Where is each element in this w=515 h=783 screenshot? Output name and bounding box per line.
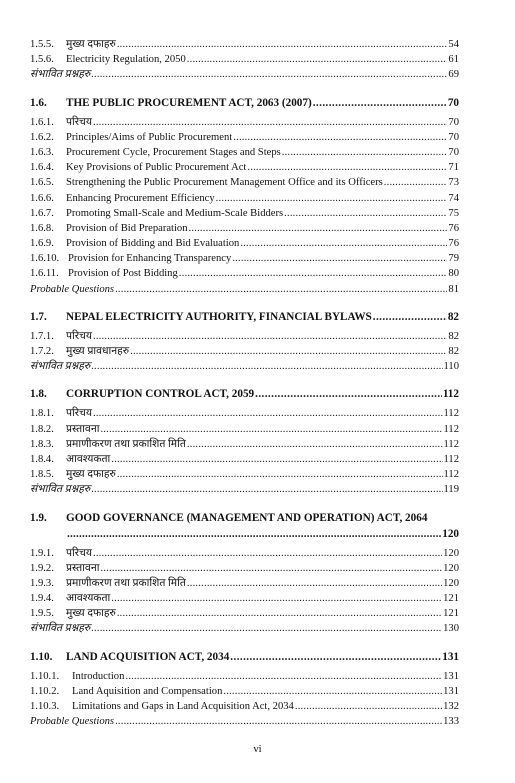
dot-leader (284, 206, 447, 221)
section-page: 82 (447, 310, 459, 323)
section-page: 131 (442, 650, 459, 663)
toc-entry[interactable] (30, 206, 459, 221)
entry-number: 1.6.2. (30, 131, 54, 143)
entry-title: Provision of Bid Preparation (66, 222, 188, 234)
section-title: THE PUBLIC PROCUREMENT ACT, 2063 (2007) (66, 96, 312, 109)
entry-number: 1.6.11. (30, 268, 59, 280)
entry-number: 1.6.5. (30, 177, 54, 189)
toc-entry[interactable] (30, 422, 459, 437)
dot-leader (111, 591, 442, 606)
entry-number: 1.6.7. (30, 207, 54, 219)
entry-page: 74 (448, 192, 459, 204)
toc-section-heading[interactable] (30, 386, 459, 402)
entry-number: 1.6.10. (30, 253, 60, 265)
dot-leader (189, 221, 448, 236)
entry-page: 79 (448, 253, 459, 265)
entry-number: 1.8.3. (30, 438, 54, 450)
dot-leader (93, 406, 443, 421)
toc-entry[interactable] (30, 191, 459, 206)
dot-leader (115, 714, 442, 729)
entry-number: 1.5.6. (30, 54, 54, 66)
toc-entry[interactable] (30, 145, 459, 160)
entry-number: 1.9.5. (30, 608, 54, 620)
entry-title: परिचय (66, 547, 92, 559)
dot-leader (230, 649, 441, 665)
entry-page: 71 (448, 162, 459, 174)
dot-leader (187, 576, 442, 591)
dot-leader (313, 95, 447, 111)
toc-entry[interactable] (30, 130, 459, 145)
toc-entry[interactable] (30, 52, 459, 67)
entry-number: 1.9.3. (30, 577, 54, 589)
entry-page: 54 (448, 39, 459, 50)
toc-entry[interactable] (30, 437, 459, 452)
entry-number: 1.8.4. (30, 453, 54, 465)
entry-number: 1.6.3. (30, 146, 54, 158)
entry-page: 61 (448, 54, 459, 66)
entry-number: 1.7.2. (30, 346, 54, 357)
dot-leader (91, 482, 442, 497)
dot-leader (93, 546, 442, 561)
dot-leader (117, 37, 448, 52)
entry-title: Procurement Cycle, Procurement Stages and Steps (66, 146, 281, 158)
entry-title: प्रमाणीकरण तथा प्रकाशित मिति (66, 577, 186, 589)
toc-entry[interactable] (30, 684, 459, 699)
dot-leader (216, 191, 448, 206)
entry-page: 119 (443, 484, 459, 496)
toc-entry[interactable] (30, 606, 459, 621)
dot-leader (117, 606, 442, 621)
dot-leader (223, 684, 442, 699)
toc-section-heading-leader (30, 526, 459, 542)
toc-entry[interactable] (30, 37, 459, 52)
entry-title: संभावित प्रश्नहरु (30, 623, 91, 635)
entry-title: मुख्य दफाहरु (66, 469, 116, 481)
entry-number: 1.7.1. (30, 330, 54, 342)
dot-leader (130, 344, 447, 359)
entry-page: 120 (443, 562, 459, 574)
dot-leader (240, 236, 447, 251)
entry-number: 1.9.4. (30, 593, 54, 605)
entry-title: Probable Questions (30, 716, 115, 728)
dot-leader (91, 621, 442, 636)
toc-entry[interactable] (30, 669, 459, 684)
entry-number: 1.5.5. (30, 39, 54, 50)
toc-entry[interactable] (30, 160, 459, 175)
page-number: vi (253, 744, 262, 755)
toc-entry[interactable] (30, 452, 459, 467)
toc-entry[interactable] (30, 329, 459, 344)
entry-number: 1.8.1. (30, 408, 54, 420)
entry-number: 1.9.1. (30, 547, 54, 559)
entry-title: प्रमाणीकरण तथा प्रकाशित मिति (66, 438, 186, 450)
entry-title: परिचय (66, 116, 92, 128)
dot-leader (67, 526, 441, 542)
entry-page: 130 (443, 623, 459, 635)
toc-entry[interactable] (30, 236, 459, 251)
entry-title: Introduction (72, 670, 125, 682)
toc-entry[interactable] (30, 115, 459, 130)
dot-leader (187, 52, 448, 67)
toc-entry[interactable] (30, 406, 459, 421)
entry-title: Provision of Post Bidding (68, 268, 178, 280)
entry-page: 82 (448, 346, 459, 357)
toc-entry[interactable] (30, 467, 459, 482)
toc-entry-questions[interactable] (30, 67, 459, 82)
entry-title: प्रस्तावना (66, 562, 100, 574)
toc-entry[interactable] (30, 344, 459, 359)
dot-leader (247, 160, 447, 175)
entry-number: 1.6.9. (30, 238, 54, 250)
entry-number: 1.6.8. (30, 222, 54, 234)
toc-entry[interactable] (30, 699, 459, 714)
toc-entry-questions[interactable] (30, 621, 459, 636)
entry-page: 131 (443, 670, 459, 682)
section-number: 1.10. (30, 650, 53, 663)
entry-title: Enhancing Procurement Efficiency (66, 192, 215, 204)
entry-number: 1.10.2. (30, 685, 60, 697)
section-number: 1.7. (30, 310, 47, 323)
section-page: 120 (442, 527, 459, 540)
entry-page: 120 (443, 547, 459, 559)
dot-leader (179, 266, 448, 281)
entry-number: 1.9.2. (30, 562, 54, 574)
dot-leader (91, 67, 447, 82)
entry-title: Principles/Aims of Public Procurement (66, 131, 233, 143)
entry-page: 133 (443, 716, 459, 728)
dot-leader (111, 452, 442, 467)
toc-entry[interactable] (30, 266, 459, 281)
entry-page: 76 (448, 222, 459, 234)
dot-leader (384, 175, 448, 190)
toc-entry[interactable] (30, 221, 459, 236)
dot-leader (117, 467, 443, 482)
entry-title: Strengthening the Public Procurement Management Office and its Officers (66, 177, 383, 189)
entry-title: Provision of Bidding and Bid Evaluation (66, 238, 240, 250)
dot-leader (91, 359, 442, 374)
section-number: 1.9. (30, 511, 47, 524)
entry-number: 1.6.1. (30, 116, 54, 128)
toc-entry[interactable] (30, 175, 459, 190)
dot-leader (93, 329, 447, 344)
entry-title: Provision for Enhancing Transparency (68, 253, 232, 265)
dot-leader (295, 699, 442, 714)
section-number: 1.6. (30, 96, 47, 109)
section-title: NEPAL ELECTRICITY AUTHORITY, FINANCIAL BYLAWS (66, 310, 372, 323)
entry-title: आवश्यकता (66, 593, 111, 605)
section-number: 1.8. (30, 388, 47, 401)
entry-title: प्रस्तावना (66, 423, 100, 435)
toc-entry-questions[interactable] (30, 714, 459, 729)
entry-page: 80 (448, 268, 459, 280)
entry-title: परिचय (66, 408, 92, 420)
dot-leader (187, 437, 443, 452)
dot-leader (232, 251, 447, 266)
toc-section-heading[interactable] (30, 510, 459, 526)
dot-leader (100, 422, 442, 437)
section-page: 70 (447, 96, 459, 109)
entry-page: 112 (443, 408, 459, 420)
toc-entry[interactable] (30, 591, 459, 606)
toc-entry[interactable] (30, 561, 459, 576)
entry-title: Probable Questions (30, 283, 115, 295)
entry-page: 70 (448, 131, 459, 143)
toc-entry-questions[interactable] (30, 359, 459, 374)
entry-title: आवश्यकता (66, 453, 111, 465)
entry-page: 75 (448, 207, 459, 219)
dot-leader (115, 282, 447, 297)
toc-entry-questions[interactable] (30, 482, 459, 497)
entry-page: 69 (448, 69, 459, 81)
entry-title: Limitations and Gaps in Land Acquisition Act, 2034 (72, 701, 294, 712)
entry-number: 1.8.5. (30, 469, 54, 481)
table-of-contents (30, 37, 459, 729)
entry-title: संभावित प्रश्नहरु (30, 484, 91, 496)
entry-title: मुख्य दफाहरु (66, 608, 116, 620)
entry-page: 121 (443, 608, 459, 620)
entry-page: 110 (443, 361, 459, 373)
entry-page: 112 (443, 469, 459, 481)
entry-page: 73 (448, 177, 459, 189)
dot-leader (282, 145, 448, 160)
section-title: LAND ACQUISITION ACT, 2034 (66, 650, 230, 663)
toc-entry-questions[interactable] (30, 282, 459, 297)
dot-leader (255, 386, 442, 402)
toc-section-heading[interactable] (30, 309, 459, 325)
entry-page: 132 (443, 701, 459, 712)
entry-title: परिचय (66, 330, 92, 342)
entry-number: 1.10.3. (30, 701, 60, 712)
toc-entry[interactable] (30, 576, 459, 591)
toc-entry[interactable] (30, 251, 459, 266)
entry-number: 1.10.1. (30, 670, 60, 682)
entry-page: 82 (448, 330, 459, 342)
toc-entry[interactable] (30, 546, 459, 561)
section-title: CORRUPTION CONTROL ACT, 2059 (66, 388, 255, 401)
entry-title: संभावित प्रश्नहरु (30, 361, 91, 373)
entry-page: 121 (443, 593, 459, 605)
entry-title: Land Aquisition and Compensation (72, 685, 223, 697)
entry-title: Electricity Regulation, 2050 (66, 54, 186, 66)
dot-leader (100, 561, 442, 576)
entry-title: मुख्य दफाहरु (66, 39, 116, 50)
entry-page: 81 (448, 283, 459, 295)
entry-page: 120 (443, 577, 459, 589)
entry-number: 1.8.2. (30, 423, 54, 435)
entry-page: 76 (448, 238, 459, 250)
toc-section-heading[interactable] (30, 649, 459, 665)
section-page: 112 (442, 388, 459, 401)
dot-leader (93, 115, 447, 130)
entry-page: 70 (448, 116, 459, 128)
entry-page: 70 (448, 146, 459, 158)
entry-page: 112 (443, 438, 459, 450)
dot-leader (233, 130, 447, 145)
section-title: GOOD GOVERNANCE (MANAGEMENT AND OPERATION) ACT, 2064 (66, 511, 428, 524)
dot-leader (125, 669, 442, 684)
dot-leader (373, 309, 447, 325)
entry-number: 1.6.6. (30, 192, 54, 204)
entry-number: 1.6.4. (30, 162, 54, 174)
toc-section-heading[interactable] (30, 95, 459, 111)
entry-title: संभावित प्रश्नहरु (30, 69, 91, 81)
entry-title: Key Provisions of Public Procurement Act (66, 162, 247, 174)
entry-title: मुख्य प्रावधानहरु (66, 346, 130, 357)
entry-page: 131 (443, 685, 459, 697)
entry-page: 112 (443, 423, 459, 435)
entry-page: 112 (443, 453, 459, 465)
entry-title: Promoting Small-Scale and Medium-Scale Bidders (66, 207, 284, 219)
